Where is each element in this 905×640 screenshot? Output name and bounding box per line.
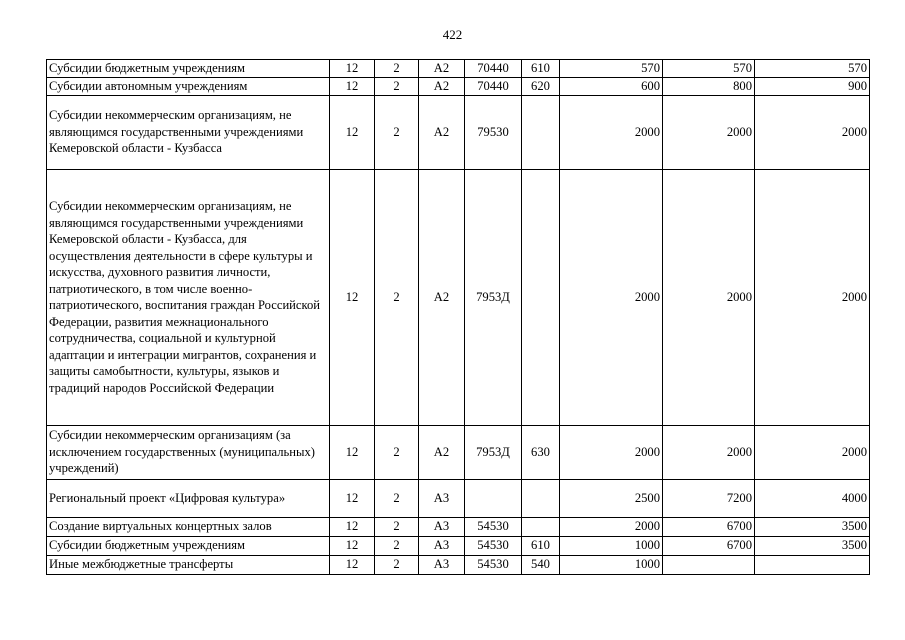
row-name: Субсидии некоммерческим организациям, не являющимся государственными учреждениями Кемеровской области - Кузбасса [47,95,330,169]
program-code: А2 [419,95,465,169]
expense-type-code: 540 [522,555,560,574]
section-code: 12 [330,517,375,536]
row-name: Субсидии бюджетным учреждениям [47,60,330,78]
table-row [47,536,870,555]
row-name: Создание виртуальных концертных залов [47,517,330,536]
amount-year-1: 2000 [560,95,663,169]
expense-type-code [522,169,560,425]
direction-code: 7953Д [465,169,522,425]
subsection-code: 2 [375,517,419,536]
table-row [47,425,870,479]
subsection-code: 2 [375,425,419,479]
amount-year-2: 6700 [663,536,755,555]
amount-year-3: 2000 [755,169,870,425]
section-code: 12 [330,425,375,479]
table-row [47,169,870,425]
amount-year-1: 600 [560,78,663,96]
amount-year-2: 7200 [663,479,755,517]
expense-type-code [522,95,560,169]
expense-type-code: 620 [522,78,560,96]
amount-year-3: 4000 [755,479,870,517]
row-name: Субсидии некоммерческим организациям, не являющимся государственными учреждениями Кемеровской области - Кузбасса, для осуществления деятельности в сфере культуры и искусства, духовного развития личности, патриотического, в том числе военно-патриотического, воспитания граждан Российской Федерации, развития межнационального сотрудничества, социальной и культурной адаптации и интеграции мигрантов, сохранения и защиты самобытности, культуры, языков и традиций народов Российской Федерации [47,169,330,425]
direction-code: 70440 [465,78,522,96]
table-row [47,78,870,96]
direction-code: 54530 [465,555,522,574]
subsection-code: 2 [375,479,419,517]
amount-year-1: 570 [560,60,663,78]
subsection-code: 2 [375,60,419,78]
amount-year-2: 2000 [663,169,755,425]
program-code: А3 [419,555,465,574]
amount-year-1: 2000 [560,169,663,425]
expense-type-code: 610 [522,60,560,78]
program-code: А3 [419,536,465,555]
program-code: А2 [419,425,465,479]
table-row [47,60,870,78]
expense-type-code: 630 [522,425,560,479]
direction-code: 54530 [465,517,522,536]
amount-year-1: 1000 [560,536,663,555]
section-code: 12 [330,78,375,96]
direction-code: 54530 [465,536,522,555]
section-code: 12 [330,169,375,425]
row-name: Субсидии автономным учреждениям [47,78,330,96]
direction-code: 70440 [465,60,522,78]
amount-year-3: 3500 [755,536,870,555]
amount-year-2: 2000 [663,95,755,169]
section-code: 12 [330,60,375,78]
amount-year-3: 570 [755,60,870,78]
row-name: Субсидии некоммерческим организациям (за исключением государственных (муниципальных) учреждений) [47,425,330,479]
amount-year-3: 2000 [755,425,870,479]
direction-code [465,479,522,517]
amount-year-2 [663,555,755,574]
amount-year-2: 6700 [663,517,755,536]
table-row [47,95,870,169]
amount-year-3: 3500 [755,517,870,536]
program-code: А2 [419,169,465,425]
program-code: А2 [419,60,465,78]
row-name: Иные межбюджетные трансферты [47,555,330,574]
section-code: 12 [330,95,375,169]
row-name: Субсидии бюджетным учреждениям [47,536,330,555]
amount-year-3: 2000 [755,95,870,169]
direction-code: 7953Д [465,425,522,479]
amount-year-3 [755,555,870,574]
program-code: А3 [419,517,465,536]
subsection-code: 2 [375,536,419,555]
amount-year-1: 2500 [560,479,663,517]
table-row [47,517,870,536]
direction-code: 79530 [465,95,522,169]
subsection-code: 2 [375,95,419,169]
table-row [47,479,870,517]
amount-year-1: 2000 [560,517,663,536]
expense-type-code [522,479,560,517]
expense-type-code [522,517,560,536]
row-name: Региональный проект «Цифровая культура» [47,479,330,517]
amount-year-2: 800 [663,78,755,96]
budget-table [46,59,870,575]
section-code: 12 [330,479,375,517]
program-code: А3 [419,479,465,517]
amount-year-1: 1000 [560,555,663,574]
amount-year-2: 2000 [663,425,755,479]
section-code: 12 [330,536,375,555]
amount-year-1: 2000 [560,425,663,479]
page-number: 422 [442,27,463,42]
amount-year-3: 900 [755,78,870,96]
table-row [47,555,870,574]
subsection-code: 2 [375,169,419,425]
subsection-code: 2 [375,555,419,574]
expense-type-code: 610 [522,536,560,555]
section-code: 12 [330,555,375,574]
program-code: А2 [419,78,465,96]
subsection-code: 2 [375,78,419,96]
amount-year-2: 570 [663,60,755,78]
